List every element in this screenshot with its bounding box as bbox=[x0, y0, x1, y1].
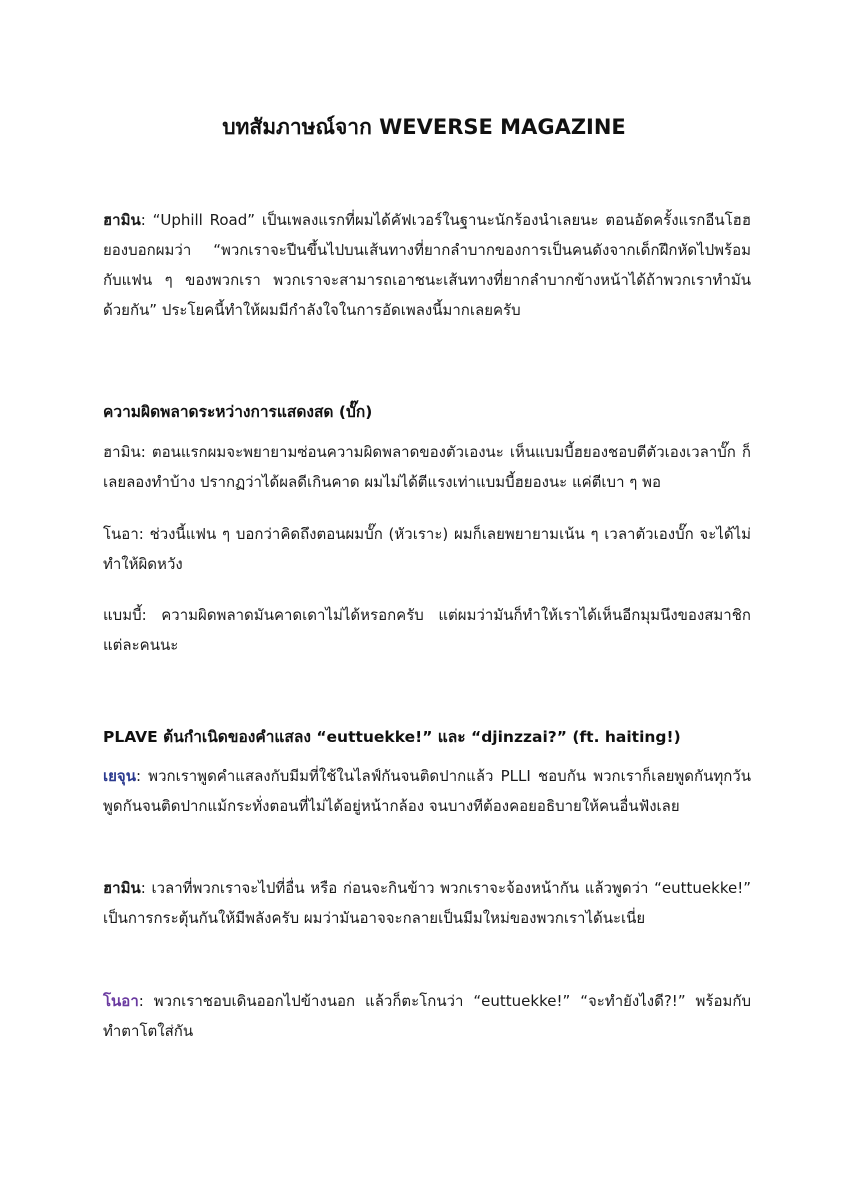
paragraph-text: : “Uphill Road” เป็นเพลงแรกที่ผมได้คัฟเวอร์ในฐานะนักร้องนำเลยนะ ตอนอัดครั้งแรกอีนโฮฮยองบอกผมว่า “พวกเราจะปีนขึ้นไปบนเส้นทางที่ยากลำบากของการเป็นคนดังจากเด็กฝึกหัดไปพร้อมกับแฟน ๆ ของพวกเรา พวกเราจะสามารถเอาชนะเส้นทางที่ยากลำบากข้างหน้าได้ถ้าพวกเราทำมันด้วยกัน” ประโยคนี้ทำให้ผมมีกำลังใจในการอัดเพลงนี้มากเลยครับ bbox=[103, 211, 751, 319]
paragraph-text: : พวกเราชอบเดินออกไปข้างนอก แล้วก็ตะโกนว่า “euttuekke!” “จะทำยังไงดี?!” พร้อมกับทำตาโตใส่กัน bbox=[103, 992, 751, 1040]
quote-paragraph bbox=[103, 986, 751, 1046]
quote-paragraph bbox=[103, 761, 751, 821]
speaker-name: โนอา bbox=[103, 525, 139, 543]
speaker-name: เยจุน bbox=[103, 767, 136, 785]
speaker-name: โนอา bbox=[103, 992, 139, 1010]
speaker-name: ฮามิน bbox=[103, 879, 141, 897]
speaker-name: ฮามิน bbox=[103, 211, 141, 229]
quote-paragraph bbox=[103, 873, 751, 933]
intro-paragraph bbox=[103, 205, 751, 325]
section-heading-bug: ความผิดพลาดระหว่างการแสดงสด (บั๊ก) bbox=[103, 403, 373, 421]
paragraph-text: : พวกเราพูดคำแสลงกับมีมที่ใช้ในไลฟ์กันจนติดปากแล้ว PLLI ชอบกัน พวกเราก็เลยพูดกันทุกวัน พูดกันจนติดปากแม้กระทั่งตอนที่ไม่ได้อยู่หน้ากล้อง จนบางทีต้องคอยอธิบายให้คนอื่นฟังเลย bbox=[103, 767, 751, 815]
speaker-name: ฮามิน bbox=[103, 443, 141, 461]
speaker-name: แบมบี้ bbox=[103, 606, 142, 624]
paragraph-text: : เวลาที่พวกเราจะไปที่อื่น หรือ ก่อนจะกินข้าว พวกเราจะจ้องหน้ากัน แล้วพูดว่า “euttuekke!” เป็นการกระตุ้นกันให้มีพลังครับ ผมว่ามันอาจจะกลายเป็นมีมใหม่ของพวกเราได้นะเนี่ย bbox=[103, 879, 751, 927]
quote-paragraph bbox=[103, 600, 751, 660]
document-title: บทสัมภาษณ์จาก WEVERSE MAGAZINE bbox=[222, 115, 626, 139]
paragraph-text: : ช่วงนี้แฟน ๆ บอกว่าคิดถึงตอนผมบั๊ก (หัวเราะ) ผมก็เลยพยายามเน้น ๆ เวลาตัวเองบั๊ก จะได้ไม่ทำให้ผิดหวัง bbox=[103, 525, 751, 573]
quote-paragraph bbox=[103, 437, 751, 497]
paragraph-text: : ความผิดพลาดมันคาดเดาไม่ได้หรอกครับ แต่ผมว่ามันก็ทำให้เราได้เห็นอีกมุมนึงของสมาชิกแต่ละคนนะ bbox=[103, 606, 751, 654]
paragraph-text: : ตอนแรกผมจะพยายามซ่อนความผิดพลาดของตัวเองนะ เห็นแบมบี้ฮยองชอบตีตัวเองเวลาบั๊ก ก็เลยลองทำบ้าง ปรากฏว่าได้ผลดีเกินคาด ผมไม่ได้ตีแรงเท่าแบมบี้ฮยองนะ แค่ตีเบา ๆ พอ bbox=[103, 443, 751, 491]
quote-paragraph bbox=[103, 519, 751, 579]
section-heading-slang: PLAVE ต้นกำเนิดของคำแสลง “euttuekke!” และ “djinzzai?” (ft. haiting!) bbox=[103, 728, 681, 746]
